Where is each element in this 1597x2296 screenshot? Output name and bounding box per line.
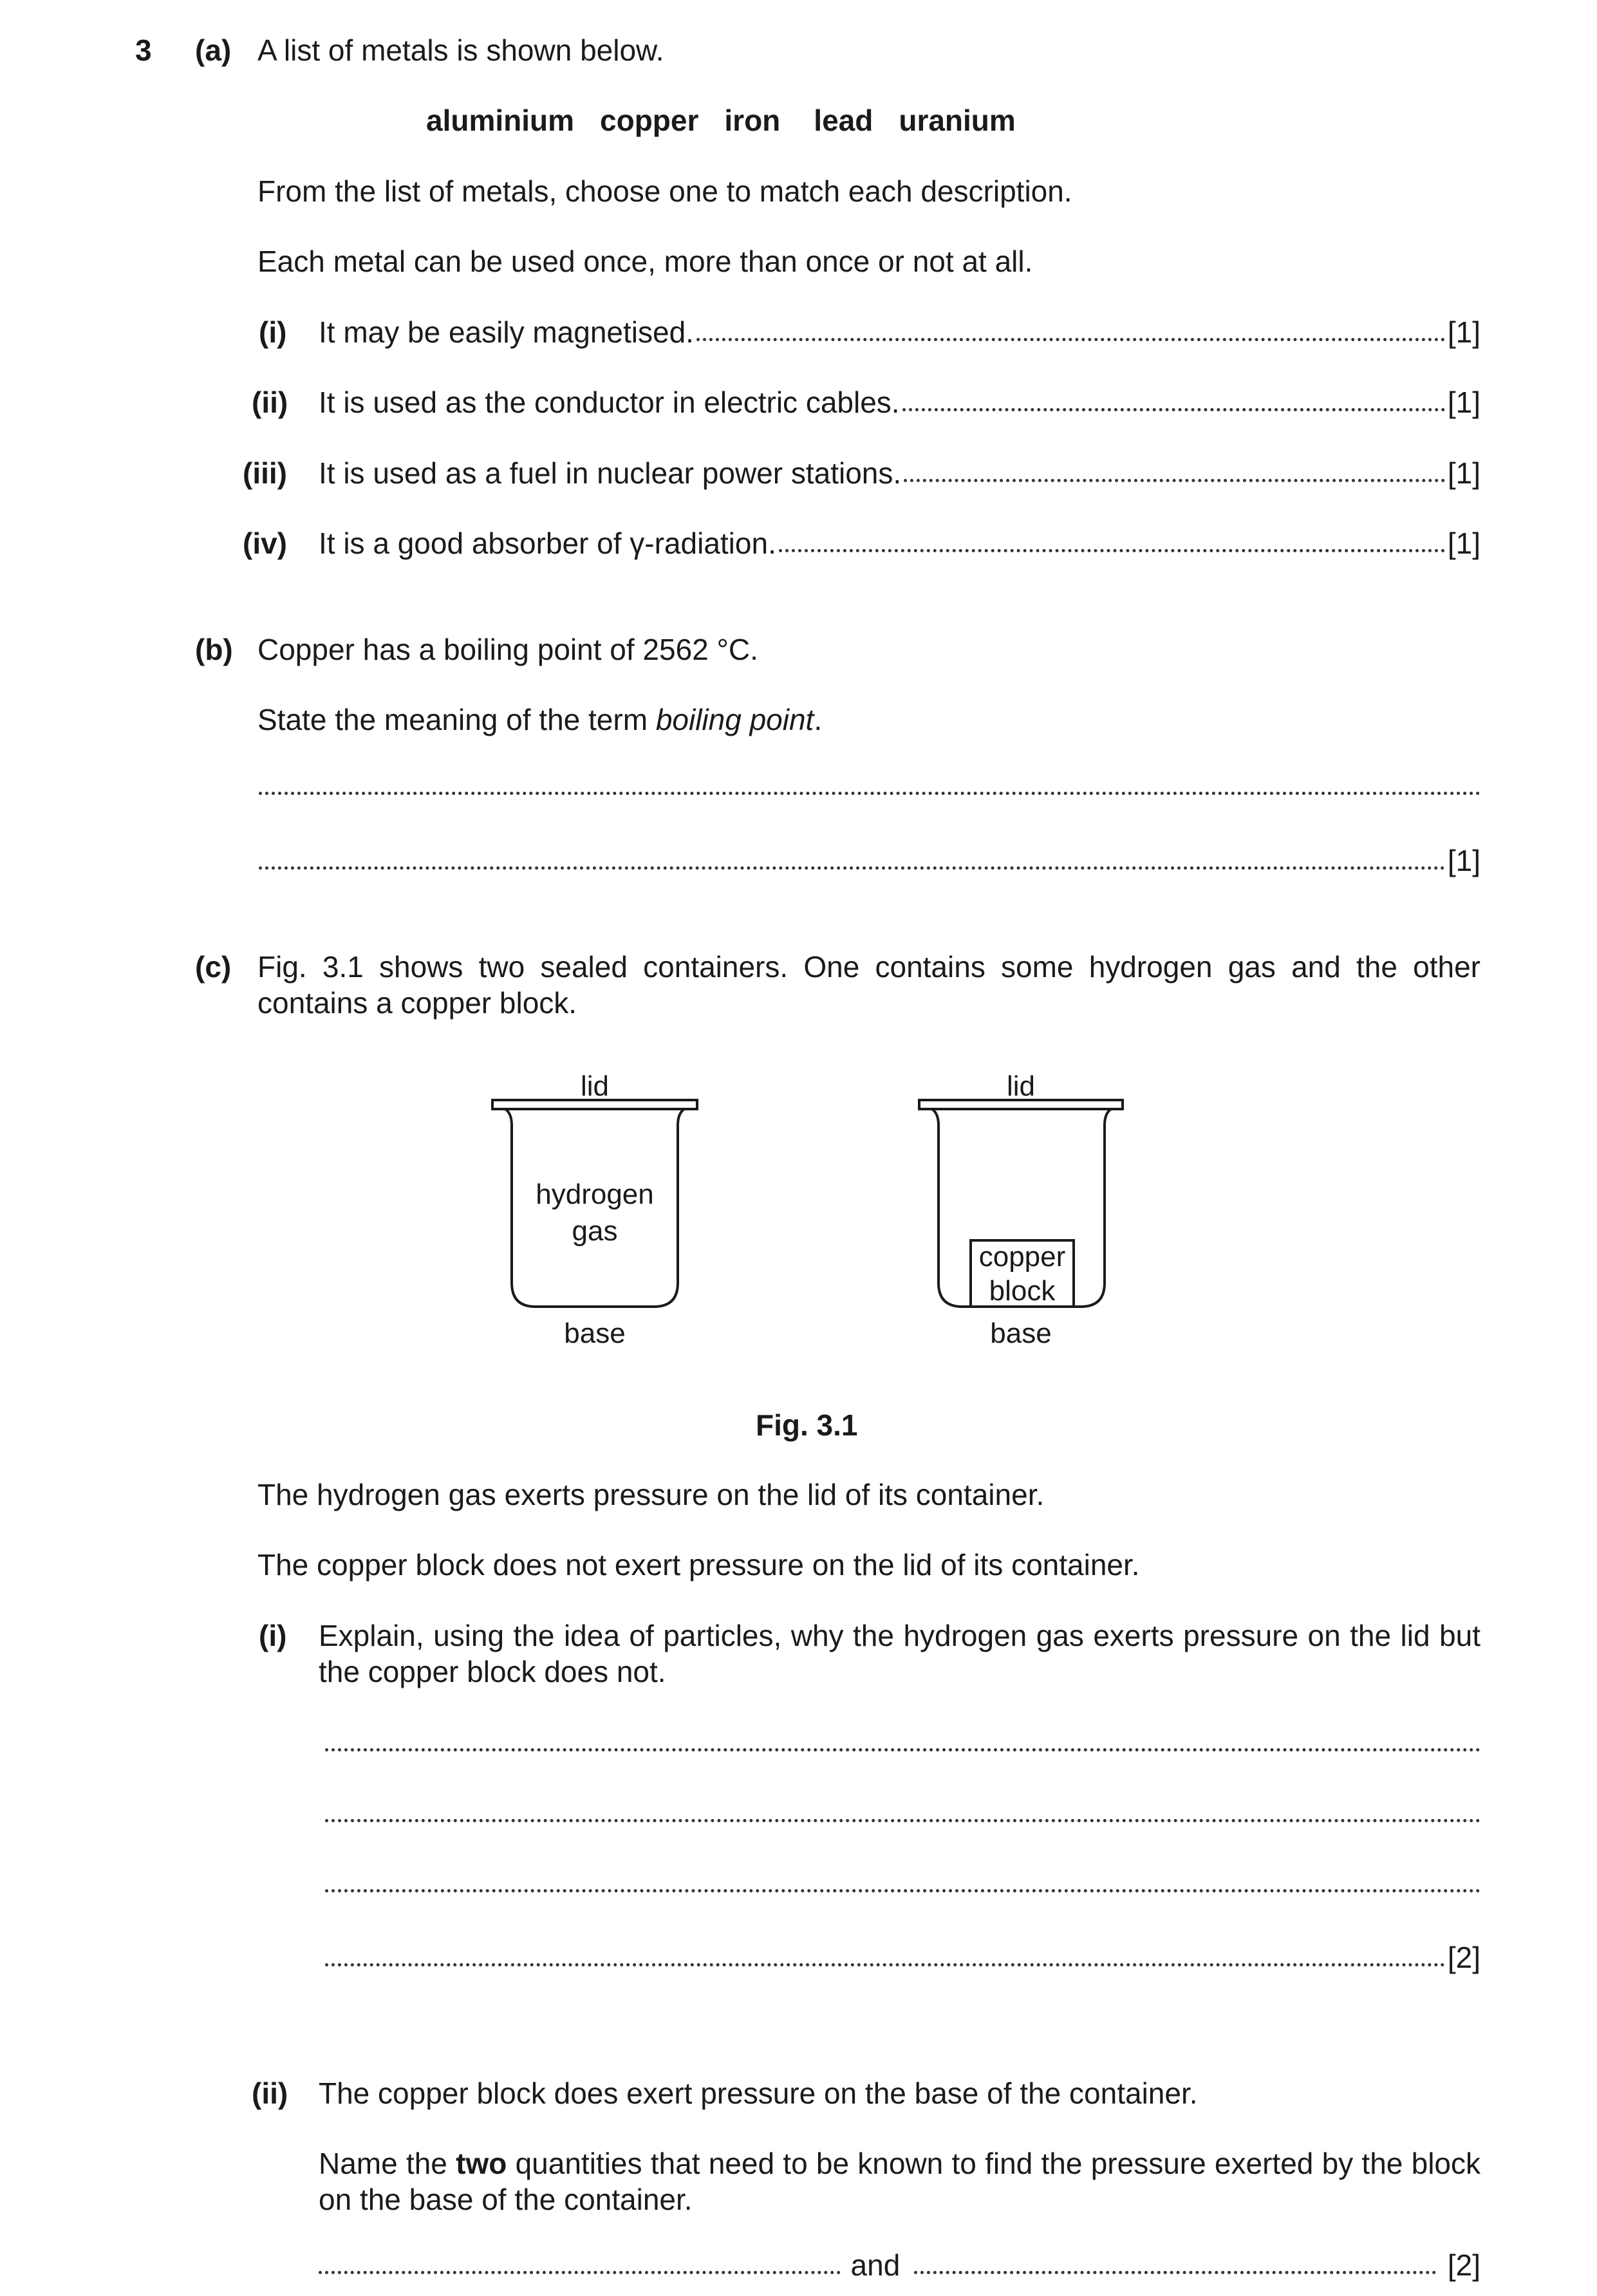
copper-label-line1: copper — [978, 1241, 1066, 1273]
part-c-ii-label: (ii) — [252, 2077, 288, 2110]
part-b-term: boiling point — [655, 703, 814, 736]
part-c-i-text: Explain, using the idea of particles, why the hydrogen gas exerts pressure on the lid but the copper block does not. — [319, 1619, 1480, 1688]
part-b-label: (b) — [195, 633, 233, 666]
part-a-iii-text: It is used as a fuel in nuclear power stations. — [319, 456, 902, 490]
copper-label-line2: block — [989, 1275, 1056, 1307]
part-b-statement: Copper has a boiling point of 2562 °C. — [257, 633, 758, 666]
part-c-intro: Fig. 3.1 shows two sealed containers. One contains some hydrogen gas and the other contains a copper block. — [257, 950, 1480, 1020]
part-a-i-text: It may be easily magnetised. — [319, 315, 694, 349]
left-lid-label: lid — [580, 1070, 610, 1102]
question-number: 3 — [135, 33, 152, 67]
part-a-instruction-2: Each metal can be used once, more than once or not at all. — [257, 245, 1033, 278]
part-a-iii-label: (iii) — [243, 456, 287, 490]
figure-caption: Fig. 3.1 — [756, 1408, 858, 1442]
part-c-ii-answer-line-1[interactable] — [319, 2271, 841, 2274]
part-c-ii-text-2 — [319, 2145, 1480, 2217]
part-a-i-label: (i) — [259, 315, 287, 349]
right-lid-label: lid — [1006, 1070, 1036, 1102]
part-b-marks: [1] — [1447, 844, 1480, 877]
part-c-label: (c) — [195, 950, 232, 984]
right-base-label: base — [990, 1318, 1052, 1349]
part-a-iv-marks: [1] — [1447, 527, 1480, 560]
part-c-i-answer-line-4[interactable] — [325, 1963, 1445, 1966]
part-c-statement-1: The hydrogen gas exerts pressure on the lid of its container. — [257, 1478, 1045, 1511]
part-a-iv-text: It is a good absorber of γ-radiation. — [319, 527, 776, 560]
left-base-label: base — [564, 1318, 626, 1349]
part-a-ii-marks: [1] — [1447, 386, 1480, 419]
part-a-iv-label: (iv) — [243, 527, 287, 560]
hydrogen-label-line2: gas — [572, 1215, 618, 1247]
part-c-i-answer-line-3[interactable] — [325, 1889, 1480, 1892]
part-a-iii-marks: [1] — [1447, 456, 1480, 490]
part-a-label: (a) — [195, 33, 232, 67]
metal-lead: lead — [814, 104, 873, 137]
metal-uranium: uranium — [899, 104, 1016, 137]
part-c-i-answer-row-4 — [325, 1939, 1480, 1975]
part-a-instruction-1: From the list of metals, choose one to match each description. — [257, 174, 1072, 208]
part-c-ii-answer-row — [319, 2247, 1480, 2283]
part-a-intro: A list of metals is shown below. — [257, 33, 664, 67]
part-c-ii-text-2-pre: Name the — [319, 2147, 456, 2180]
part-a-i-marks: [1] — [1447, 315, 1480, 349]
part-c-ii-and: and — [850, 2248, 901, 2282]
metal-iron: iron — [724, 104, 781, 137]
part-b-prompt-pre: State the meaning of the term — [257, 703, 656, 736]
part-c-ii-text-2-post: quantities that need to be known to find the pressure exerted by the block on the base of the container. — [319, 2147, 1480, 2216]
part-c-ii-answer-line-2[interactable] — [914, 2271, 1436, 2274]
part-c-i-answer-line-2[interactable] — [325, 1819, 1480, 1822]
part-c-i-answer-line-1[interactable] — [325, 1748, 1480, 1751]
metal-aluminium: aluminium — [426, 104, 575, 137]
part-c-statement-2: The copper block does not exert pressure on the lid of its container. — [257, 1548, 1140, 1582]
metal-copper: copper — [600, 104, 699, 137]
part-b-prompt-post: . — [814, 703, 823, 736]
part-a-ii-label: (ii) — [252, 386, 288, 419]
part-a-ii-text: It is used as the conductor in electric cables. — [319, 386, 900, 419]
hydrogen-label-line1: hydrogen — [536, 1179, 654, 1210]
part-c-i-label: (i) — [259, 1619, 287, 1652]
part-c-i-marks: [2] — [1447, 1941, 1480, 1974]
part-c-ii-text-1: The copper block does exert pressure on the base of the container. — [319, 2077, 1198, 2110]
part-c-ii-text-2-bold: two — [456, 2147, 507, 2180]
part-c-ii-marks: [2] — [1447, 2248, 1480, 2282]
